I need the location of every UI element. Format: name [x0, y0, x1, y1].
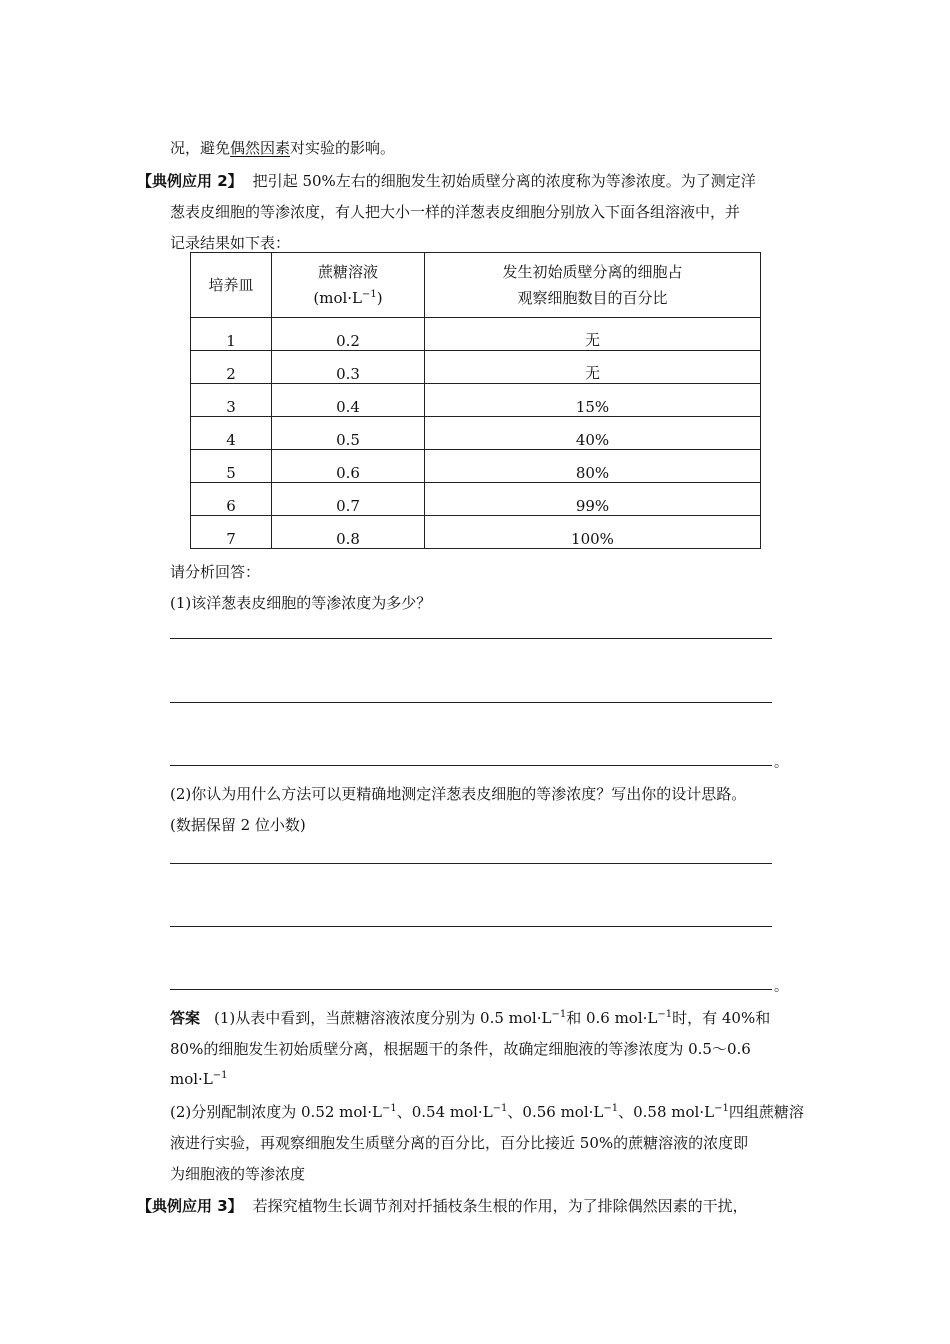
cell-concentration: 0.6: [272, 450, 425, 483]
answer-1-line-1: 答案 (1)从表中看到，当蔗糖溶液浓度分别为 0.5 $mol\cdot L^{-1}$和 0.6 $mol\cdot L^{-1}$时，有 40%和: [170, 1009, 771, 1027]
cell-percent: 无: [425, 351, 761, 384]
example3-label: 【典例应用 3】: [137, 1197, 243, 1215]
cell-percent: 40%: [425, 417, 761, 450]
table-header-row: [191, 253, 761, 318]
question-2-line-2: (数据保留 2 位小数): [170, 816, 306, 834]
answer-blank-line[interactable]: [170, 702, 772, 703]
answer-2-line-2: 液进行实验，再观察细胞发生质壁分离的百分比，百分比接近 50%的蔗糖溶液的浓度即: [170, 1134, 749, 1152]
answer-2-line-3: 为细胞液的等渗浓度: [170, 1165, 306, 1183]
cell-dish: 5: [191, 450, 272, 483]
analysis-prompt: 请分析回答：: [170, 563, 261, 581]
cell-dish: 7: [191, 516, 272, 549]
header-sucrose: 蔗糖溶液 $(mol\cdot L^{-1})$: [272, 253, 425, 318]
question-2-line-1: (2)你认为用什么方法可以更精确地测定洋葱表皮细胞的等渗浓度？写出你的设计思路。: [170, 785, 747, 803]
answer-blank-line[interactable]: [170, 926, 772, 927]
table-row: [191, 318, 761, 351]
example3-line: 【典例应用 3】 若探究植物生长调节剂对扦插枝条生根的作用，为了排除偶然因素的干扰，: [137, 1197, 748, 1215]
answer-1-line-2: 80%的细胞发生初始质壁分离，根据题干的条件，故确定细胞液的等渗浓度为 0.5～0.6: [170, 1040, 751, 1058]
cell-concentration: 0.2: [272, 318, 425, 351]
header-percent: 发生初始质壁分离的细胞占 观察细胞数目的百分比: [425, 253, 761, 318]
example2-label: 【典例应用 2】: [137, 172, 243, 190]
cell-percent: 15%: [425, 384, 761, 417]
cell-dish: 3: [191, 384, 272, 417]
table-row: [191, 351, 761, 384]
cell-dish: 6: [191, 483, 272, 516]
answer-blank-line[interactable]: [170, 989, 772, 990]
table-row: [191, 516, 761, 549]
answer-2-line-1: (2)分别配制浓度为 0.52 $mol\cdot L^{-1}$、0.54 $mol\cdot L^{-1}$、0.56 $mol\cdot L^{-1}$、0.58 $mol\cdot L^{-1}$四组蔗糖溶: [170, 1103, 804, 1121]
question-1: (1)该洋葱表皮细胞的等渗浓度为多少？: [170, 594, 432, 612]
answer-blank-line[interactable]: [170, 765, 772, 766]
cell-concentration: 0.3: [272, 351, 425, 384]
cell-percent: 无: [425, 318, 761, 351]
cell-concentration: 0.5: [272, 417, 425, 450]
blank-period: 。: [774, 979, 788, 995]
cell-concentration: 0.7: [272, 483, 425, 516]
table-row: [191, 384, 761, 417]
blank-period: 。: [774, 755, 788, 771]
table-row: [191, 417, 761, 450]
example2-line-3: 记录结果如下表：: [170, 234, 291, 252]
cell-percent: 80%: [425, 450, 761, 483]
underlined-term: 偶然因素: [230, 139, 291, 157]
cell-dish: 1: [191, 318, 272, 351]
cell-concentration: 0.4: [272, 384, 425, 417]
answer-1-line-3: $mol\cdot L^{-1}$: [170, 1070, 228, 1088]
cell-percent: 99%: [425, 483, 761, 516]
cell-dish: 4: [191, 417, 272, 450]
header-dish: 培养皿: [191, 253, 272, 318]
example2-first-line: 【典例应用 2】 把引起 50%左右的细胞发生初始质壁分离的浓度称为等渗浓度。为了测定洋: [137, 172, 756, 190]
answer-blank-line[interactable]: [170, 863, 772, 864]
intro-line: 况，避免偶然因素对实验的影响。: [170, 139, 396, 157]
cell-dish: 2: [191, 351, 272, 384]
cell-concentration: 0.8: [272, 516, 425, 549]
example2-line-2: 葱表皮细胞的等渗浓度，有人把大小一样的洋葱表皮细胞分别放入下面各组溶液中，并: [170, 203, 741, 221]
table-row: [191, 483, 761, 516]
cell-percent: 100%: [425, 516, 761, 549]
results-table: [190, 252, 761, 549]
table-row: [191, 450, 761, 483]
answer-label: 答案: [170, 1009, 201, 1027]
answer-blank-line[interactable]: [170, 638, 772, 639]
